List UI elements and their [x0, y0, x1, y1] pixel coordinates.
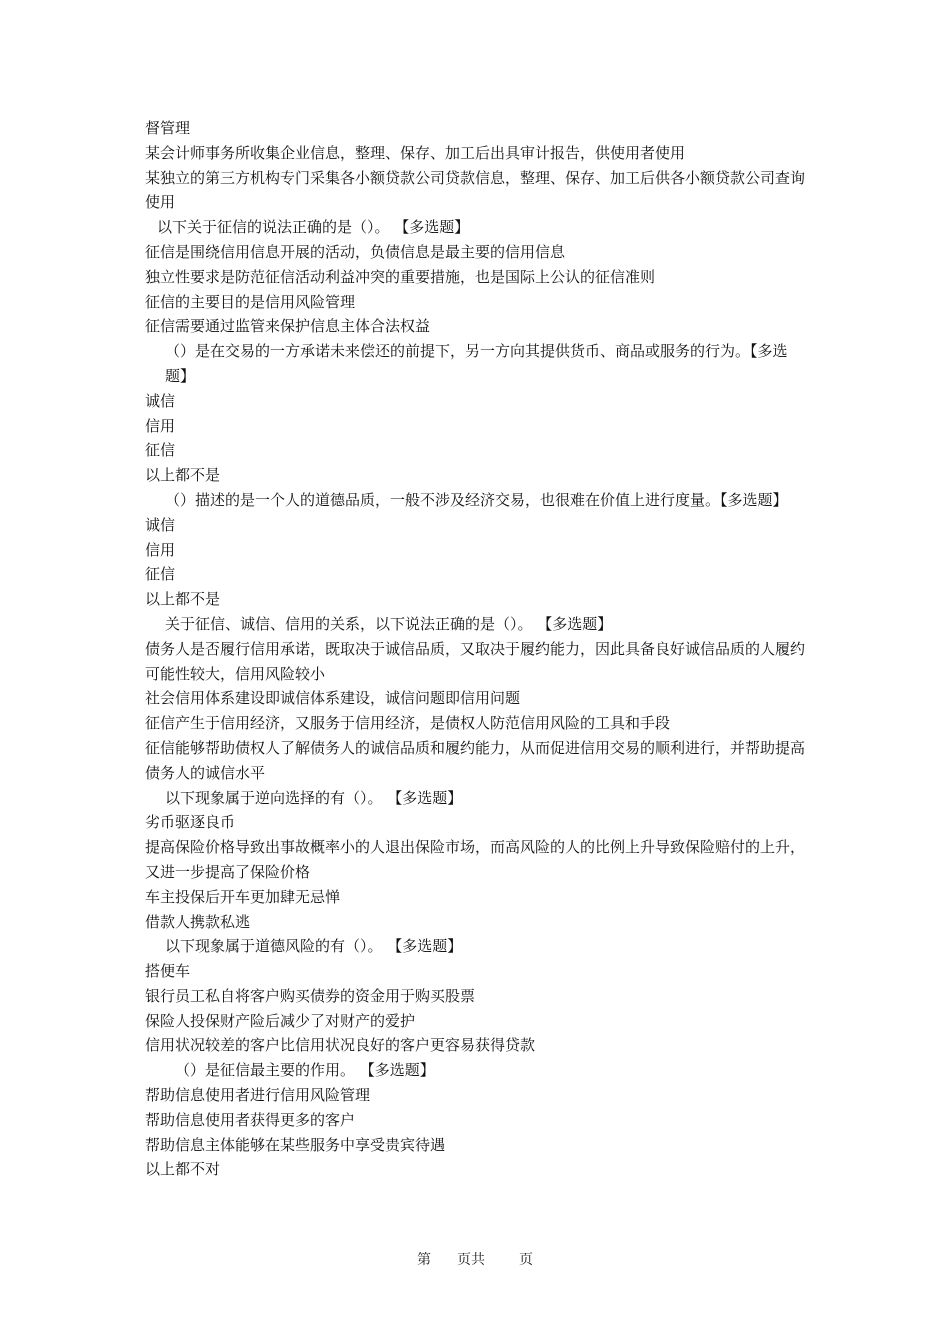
page-footer	[0, 1249, 950, 1269]
text-line: 诚信	[145, 515, 176, 534]
text-line: 独立性要求是防范征信活动利益冲突的重要措施，也是国际上公认的征信准则	[145, 267, 656, 286]
text-line: 征信需要通过监管来保护信息主体合法权益	[145, 317, 431, 336]
text-line: 信用	[145, 416, 176, 435]
question-text: 以下现象属于道德风险的有（）。 【多选题】	[165, 937, 463, 956]
question-text: （）是征信最主要的作用。 【多选题】	[175, 1061, 435, 1080]
footer-page-total-suffix: 页	[519, 1252, 533, 1268]
text-line: 帮助信息主体能够在某些服务中享受贵宾待遇	[145, 1135, 446, 1154]
text-line: 保险人投保财产险后减少了对财产的爱护	[145, 1011, 416, 1030]
text-line: 帮助信息使用者获得更多的客户	[145, 1110, 356, 1129]
question-text: （）是在交易的一方承诺未来偿还的前提下，另一方向其提供货币、商品或服务的行为。【多选题】	[165, 342, 788, 385]
text-line: 督管理	[145, 119, 191, 137]
question-text: 关于征信、诚信、信用的关系，以下说法正确的是（）。 【多选题】	[165, 614, 613, 633]
text-line: 征信能够帮助债权人了解债务人的诚信品质和履约能力，从而促进信用交易的顺利进行，并帮助提高债务人的诚信水平	[145, 738, 806, 782]
footer-page-label: 第	[417, 1252, 431, 1268]
text-line: 提高保险价格导致出事故概率小的人退出保险市场，而高风险的人的比例上升导致保险赔付的上升，又进一步提高了保险价格	[145, 838, 806, 881]
text-line: 借款人携款私逃	[145, 912, 251, 931]
text-line: 以上都不是	[145, 590, 221, 609]
question-text: 以下现象属于逆向选择的有（）。 【多选题】	[165, 788, 463, 807]
question-text: 以下关于征信的说法正确的是（）。 【多选题】	[157, 218, 470, 237]
text-line: 以上都不是	[145, 466, 221, 485]
text-line: 某会计师事务所收集企业信息，整理、保存、加工后出具审计报告，供使用者使用	[145, 143, 686, 162]
text-line: 以上都不对	[145, 1160, 221, 1179]
text-line: 车主投保后开车更加肆无忌惮	[145, 887, 341, 906]
text-line: 信用	[145, 540, 176, 559]
text-line: 社会信用体系建设即诚信体系建设，诚信问题即信用问题	[145, 689, 521, 708]
text-line: 征信	[145, 441, 176, 460]
text-line: 征信	[145, 565, 176, 584]
text-line: 诚信	[145, 391, 176, 410]
question-text: （）描述的是一个人的道德品质，一般不涉及经济交易，也很难在价值上进行度量。【多选题】	[165, 490, 788, 509]
text-line: 某独立的第三方机构专门采集各小额贷款公司贷款信息，整理、保存、加工后供各小额贷款公司查询使用	[145, 168, 806, 212]
footer-page-total-prefix: 页共	[457, 1252, 485, 1268]
text-line: 帮助信息使用者进行信用风险管理	[145, 1086, 371, 1105]
text-line: 银行员工私自将客户购买债券的资金用于购买股票	[145, 986, 476, 1005]
document-body	[145, 116, 810, 1182]
text-line: 征信产生于信用经济，又服务于信用经济，是债权人防范信用风险的工具和手段	[145, 714, 671, 733]
text-line: 信用状况较差的客户比信用状况良好的客户更容易获得贷款	[145, 1036, 536, 1055]
text-line: 搭便车	[145, 962, 191, 981]
text-line: 征信的主要目的是信用风险管理	[145, 292, 356, 311]
text-line: 债务人是否履行信用承诺，既取决于诚信品质，又取决于履约能力，因此具备良好诚信品质的人履约可能性较大，信用风险较小	[145, 639, 806, 683]
text-line: 征信是围绕信用信息开展的活动，负债信息是最主要的信用信息	[145, 242, 566, 261]
text-line: 劣币驱逐良币	[145, 813, 236, 832]
